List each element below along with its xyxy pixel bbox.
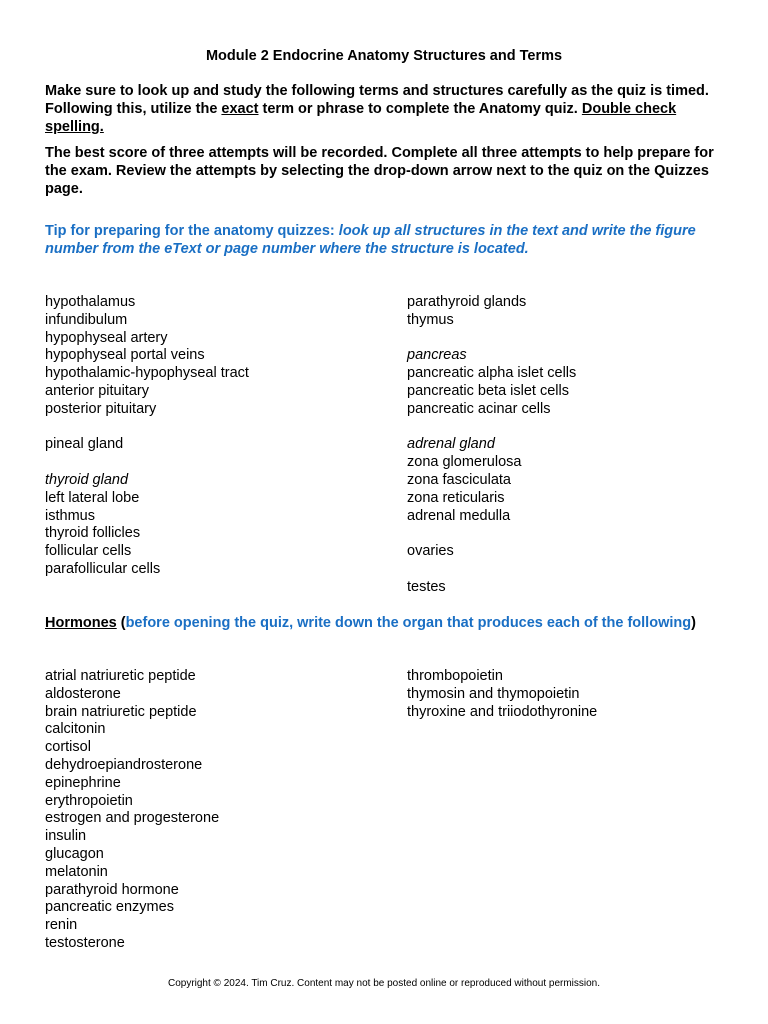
hormones-heading bbox=[45, 614, 745, 632]
hormones-list-right bbox=[407, 668, 597, 721]
double-check-emphasis: Double check spelling. bbox=[45, 101, 677, 135]
hormone-term: estrogen and progesterone bbox=[45, 810, 220, 827]
hormone-term: melatonin bbox=[45, 863, 108, 880]
structure-term: hypophyseal portal veins bbox=[45, 347, 205, 364]
hormone-term: renin bbox=[45, 917, 78, 934]
study-tip bbox=[45, 222, 735, 258]
structure-term: hypothalamus bbox=[45, 294, 136, 310]
list-spacer bbox=[407, 330, 576, 348]
structure-term: pancreatic acinar cells bbox=[407, 400, 551, 417]
hormones-list-left bbox=[45, 668, 219, 953]
list-spacer bbox=[45, 419, 249, 437]
instructions-text-b: term or phrase to complete the Anatomy quiz. bbox=[258, 101, 582, 117]
hormone-term: erythropoietin bbox=[45, 792, 133, 809]
list-spacer bbox=[407, 525, 576, 543]
structure-term: posterior pituitary bbox=[45, 400, 157, 417]
instructions-text-a: Make sure to look up and study the following terms and structures carefully as the quiz is timed. Following this, utilize the bbox=[45, 83, 709, 117]
structures-list-left bbox=[45, 294, 249, 579]
hormones-heading-instruction: before opening the quiz, write down the organ that produces each of the following bbox=[125, 615, 692, 631]
instructions-paragraph-2: The best score of three attempts will be recorded. Complete all three attempts to help prepare for the exam. Review the attempts by selecting the drop-down arrow next to the quiz on the Quizzes page. bbox=[45, 145, 714, 197]
copyright-footer: Copyright © 2024. Tim Cruz. Content may not be posted online or reproduced without permission. bbox=[167, 978, 601, 989]
tip-body: look up all structures in the text and write the figure number from the eText or page number where the structure is located. bbox=[45, 223, 696, 257]
hormone-term: testosterone bbox=[45, 934, 125, 951]
structure-term: parathyroid glands bbox=[407, 294, 527, 310]
structure-term: zona reticularis bbox=[407, 489, 505, 506]
structure-term: adrenal medulla bbox=[407, 507, 511, 524]
structure-term: hypophyseal artery bbox=[45, 329, 168, 346]
hormone-term: brain natriuretic peptide bbox=[45, 703, 197, 720]
hormone-term: thymosin and thymopoietin bbox=[407, 685, 580, 702]
list-spacer bbox=[45, 454, 249, 472]
structure-term: thymus bbox=[407, 311, 454, 328]
hormones-heading-open-paren: ( bbox=[116, 615, 126, 631]
structure-term: thyroid follicles bbox=[45, 525, 141, 542]
structure-term: pancreatic beta islet cells bbox=[407, 382, 569, 399]
structure-term: hypothalamic-hypophyseal tract bbox=[45, 365, 249, 382]
structure-group-heading: pancreas bbox=[407, 347, 467, 364]
structure-term: pancreatic alpha islet cells bbox=[407, 365, 577, 382]
structure-term: left lateral lobe bbox=[45, 489, 140, 506]
hormones-heading-label: Hormones bbox=[45, 615, 117, 631]
hormone-term: atrial natriuretic peptide bbox=[45, 668, 196, 684]
page-title: Module 2 Endocrine Anatomy Structures and Terms bbox=[205, 48, 563, 64]
exact-emphasis: exact bbox=[221, 101, 259, 117]
structure-term: ovaries bbox=[407, 543, 454, 560]
hormone-term: pancreatic enzymes bbox=[45, 899, 174, 916]
hormone-term: thyroxine and triiodothyronine bbox=[407, 703, 598, 720]
hormones-heading-close-paren: ) bbox=[691, 615, 696, 631]
list-spacer bbox=[407, 561, 576, 579]
tip-lead: Tip for preparing for the anatomy quizzes: bbox=[45, 223, 339, 239]
structure-group-heading: thyroid gland bbox=[45, 471, 129, 488]
instructions-paragraph-1 bbox=[45, 82, 735, 136]
hormone-term: aldosterone bbox=[45, 685, 121, 702]
hormone-term: cortisol bbox=[45, 739, 91, 756]
structure-term: zona fasciculata bbox=[407, 471, 511, 488]
structure-term: infundibulum bbox=[45, 311, 128, 328]
structure-term: pineal gland bbox=[45, 436, 124, 453]
structure-term: testes bbox=[407, 578, 446, 595]
hormone-term: parathyroid hormone bbox=[45, 881, 179, 898]
structure-term: parafollicular cells bbox=[45, 560, 161, 577]
hormone-term: dehydroepiandrosterone bbox=[45, 756, 203, 773]
structure-term: isthmus bbox=[45, 507, 95, 524]
hormone-term: epinephrine bbox=[45, 774, 121, 791]
list-spacer bbox=[407, 419, 576, 437]
structures-list-right bbox=[407, 294, 576, 597]
hormone-term: thrombopoietin bbox=[407, 668, 503, 684]
structure-term: zona glomerulosa bbox=[407, 454, 522, 471]
hormone-term: calcitonin bbox=[45, 721, 106, 738]
structure-group-heading: adrenal gland bbox=[407, 436, 495, 453]
hormone-term: insulin bbox=[45, 828, 87, 845]
structure-term: follicular cells bbox=[45, 543, 132, 560]
hormone-term: glucagon bbox=[45, 845, 104, 862]
structure-term: anterior pituitary bbox=[45, 382, 149, 399]
